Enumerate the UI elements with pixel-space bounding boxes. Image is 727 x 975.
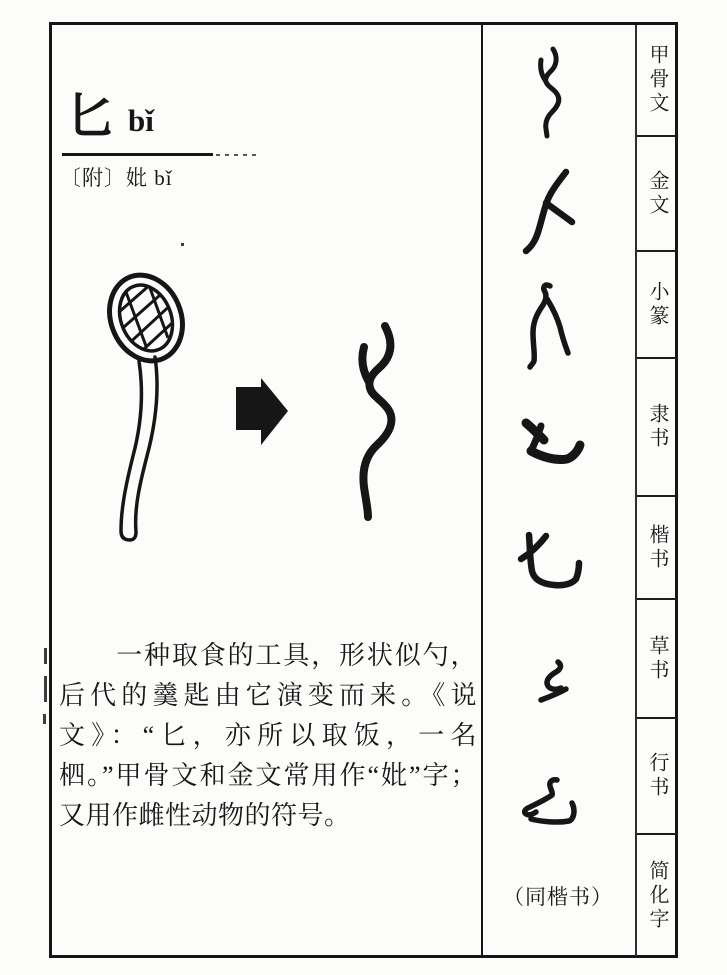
- spoon-evolution-illustration: [90, 262, 415, 552]
- variant-note: 〔附〕妣 bǐ: [60, 166, 173, 190]
- column-divider: [481, 25, 483, 956]
- scan-noise: [181, 243, 184, 246]
- script-style-label-column: [637, 25, 677, 956]
- label-oracle-bone: 甲骨文: [637, 25, 677, 137]
- oracle-bone-glyph-large: [362, 326, 391, 517]
- headword-pinyin: bǐ: [128, 103, 154, 138]
- label-bronze: 金文: [637, 137, 677, 252]
- scan-noise: [43, 714, 46, 724]
- clerical-glyph: [516, 415, 586, 467]
- headword-underline-dots: [216, 154, 260, 156]
- label-clerical: 隶书: [637, 359, 677, 497]
- oracle-bone-glyph: [530, 40, 570, 142]
- headword-underline: [62, 153, 213, 156]
- label-simplified: 简化字: [646, 859, 668, 932]
- label-running: 行书: [637, 719, 677, 835]
- bronze-glyph: [518, 165, 580, 257]
- definition-paragraph: 一种取食的工具，形状似勺，后代的羹匙由它演变而来。《说文》：“匕，亦所以取饭，一名柶。”甲骨文和金文常用作“妣”字；又用作雌性动物的符号。: [59, 641, 477, 830]
- label-small-seal: 小篆: [637, 252, 677, 359]
- spoon-drawing: [97, 264, 195, 540]
- label-cursive: 草书: [637, 600, 677, 719]
- cursive-glyph: [532, 650, 576, 712]
- arrow-icon: [236, 378, 288, 445]
- label-regular: 楷书: [637, 497, 677, 600]
- small-seal-glyph: [520, 278, 576, 372]
- scan-noise: [44, 676, 47, 702]
- evolution-caption: （同楷书）: [503, 885, 613, 909]
- running-script-glyph: [516, 770, 580, 830]
- headword-character: 匕: [66, 88, 115, 144]
- scan-noise: [44, 648, 47, 664]
- regular-script-glyph: [513, 527, 585, 591]
